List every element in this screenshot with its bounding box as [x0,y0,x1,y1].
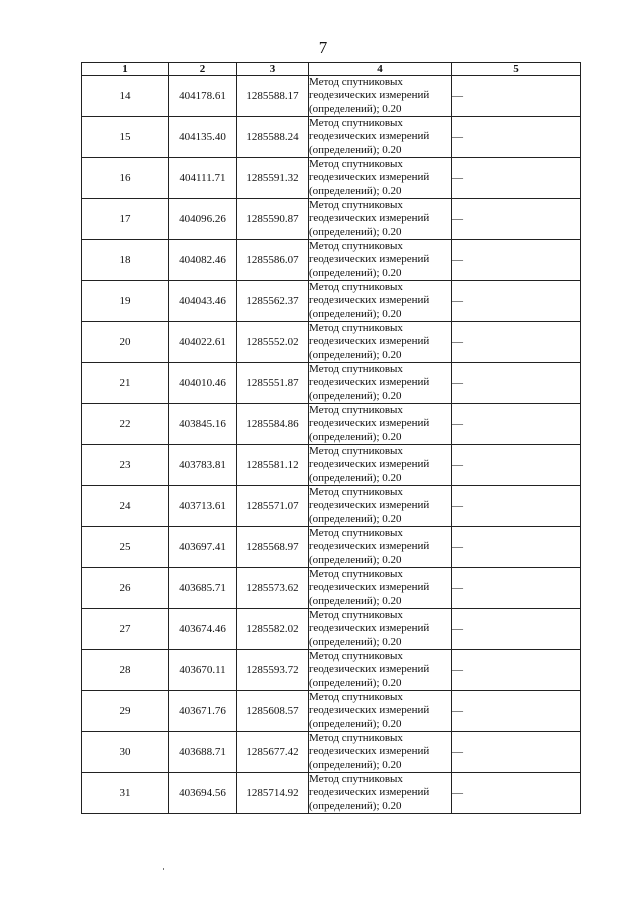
method-line-3: (определений); 0.20 [309,799,402,812]
coordinate-x: 404111.71 [169,158,237,199]
description-cell: — [452,199,581,240]
coordinate-x: 403685.71 [169,568,237,609]
description-cell: — [452,404,581,445]
method-cell [309,609,452,650]
method-line-3: (определений); 0.20 [309,471,402,484]
table-header-row [82,63,581,76]
description-cell: — [452,281,581,322]
method-line-2: геодезических измерений [309,294,430,307]
method-line-1: Метод спутниковых [309,76,403,89]
coordinate-y: 1285608.57 [237,691,309,732]
coordinate-y: 1285591.32 [237,158,309,199]
table-row [82,486,581,527]
method-line-3: (определений); 0.20 [309,389,402,402]
method-line-1: Метод спутниковых [309,486,403,499]
method-cell [309,281,452,322]
coordinate-x: 403671.76 [169,691,237,732]
method-cell [309,117,452,158]
coordinate-y: 1285562.37 [237,281,309,322]
table-row [82,568,581,609]
table-row [82,773,581,814]
coordinate-x: 403697.41 [169,527,237,568]
method-cell [309,76,452,117]
point-number: 18 [82,240,169,281]
coordinate-y: 1285714.92 [237,773,309,814]
table-row [82,76,581,117]
point-number: 17 [82,199,169,240]
point-number: 30 [82,732,169,773]
point-number: 14 [82,76,169,117]
point-number: 24 [82,486,169,527]
method-line-2: геодезических измерений [309,622,430,635]
method-line-2: геодезических измерений [309,458,430,471]
method-cell [309,527,452,568]
method-line-2: геодезических измерений [309,89,430,102]
method-cell [309,363,452,404]
table-row [82,240,581,281]
description-cell: — [452,76,581,117]
method-line-1: Метод спутниковых [309,445,403,458]
method-line-1: Метод спутниковых [309,363,403,376]
coordinate-y: 1285571.07 [237,486,309,527]
coordinate-y: 1285588.24 [237,117,309,158]
method-line-1: Метод спутниковых [309,609,403,622]
description-cell: — [452,445,581,486]
description-cell: — [452,650,581,691]
coordinate-x: 403713.61 [169,486,237,527]
method-cell [309,404,452,445]
coordinate-y: 1285677.42 [237,732,309,773]
table-row [82,158,581,199]
method-line-1: Метод спутниковых [309,691,403,704]
method-cell [309,650,452,691]
coordinate-x: 403688.71 [169,732,237,773]
point-number: 23 [82,445,169,486]
table-row [82,117,581,158]
method-line-2: геодезических измерений [309,704,430,717]
method-line-2: геодезических измерений [309,499,430,512]
header-col-2: 2 [169,63,237,76]
method-line-3: (определений); 0.20 [309,102,402,115]
method-line-3: (определений); 0.20 [309,143,402,156]
description-cell: — [452,609,581,650]
table-row [82,363,581,404]
method-cell [309,445,452,486]
description-cell: — [452,527,581,568]
table-row [82,199,581,240]
description-cell: — [452,773,581,814]
coordinate-x: 404096.26 [169,199,237,240]
method-line-1: Метод спутниковых [309,568,403,581]
coordinate-y: 1285582.02 [237,609,309,650]
point-number: 16 [82,158,169,199]
method-line-3: (определений); 0.20 [309,594,402,607]
table-row [82,445,581,486]
method-line-3: (определений); 0.20 [309,266,402,279]
method-line-1: Метод спутниковых [309,322,403,335]
method-line-2: геодезических измерений [309,253,430,266]
coordinate-y: 1285593.72 [237,650,309,691]
coordinate-x: 403783.81 [169,445,237,486]
method-line-1: Метод спутниковых [309,732,403,745]
point-number: 25 [82,527,169,568]
method-line-2: геодезических измерений [309,786,430,799]
coordinate-x: 403845.16 [169,404,237,445]
method-line-1: Метод спутниковых [309,773,403,786]
method-line-1: Метод спутниковых [309,199,403,212]
coordinate-x: 404082.46 [169,240,237,281]
method-cell [309,158,452,199]
coordinate-x: 404135.40 [169,117,237,158]
description-cell: — [452,363,581,404]
description-cell: — [452,322,581,363]
point-number: 31 [82,773,169,814]
description-cell: — [452,117,581,158]
point-number: 15 [82,117,169,158]
coordinate-x: 403694.56 [169,773,237,814]
point-number: 20 [82,322,169,363]
method-cell [309,691,452,732]
method-line-2: геодезических измерений [309,663,430,676]
page-number: 7 [318,38,328,57]
coordinate-y: 1285590.87 [237,199,309,240]
method-line-2: геодезических измерений [309,335,430,348]
point-number: 19 [82,281,169,322]
method-line-2: геодезических измерений [309,417,430,430]
table-body [82,76,581,814]
point-number: 26 [82,568,169,609]
coordinate-y: 1285552.02 [237,322,309,363]
table-row [82,527,581,568]
table-row [82,650,581,691]
method-line-2: геодезических измерений [309,130,430,143]
coordinates-table [81,62,581,814]
method-line-2: геодезических измерений [309,581,430,594]
coordinate-x: 403670.11 [169,650,237,691]
method-cell [309,322,452,363]
description-cell: — [452,732,581,773]
method-cell [309,773,452,814]
method-line-1: Метод спутниковых [309,281,403,294]
coordinate-x: 404178.61 [169,76,237,117]
table-row [82,732,581,773]
description-cell: — [452,568,581,609]
method-line-1: Метод спутниковых [309,240,403,253]
coordinate-y: 1285551.87 [237,363,309,404]
method-cell [309,486,452,527]
coordinate-y: 1285586.07 [237,240,309,281]
coordinate-x: 403674.46 [169,609,237,650]
coordinate-y: 1285584.86 [237,404,309,445]
description-cell: — [452,486,581,527]
header-col-3: 3 [237,63,309,76]
table-row [82,404,581,445]
table-row [82,322,581,363]
method-line-1: Метод спутниковых [309,158,403,171]
method-line-1: Метод спутниковых [309,527,403,540]
header-col-4: 4 [309,63,452,76]
method-line-1: Метод спутниковых [309,650,403,663]
header-col-5: 5 [452,63,581,76]
method-line-2: геодезических измерений [309,212,430,225]
point-number: 29 [82,691,169,732]
table-row [82,609,581,650]
method-line-1: Метод спутниковых [309,117,403,130]
method-line-1: Метод спутниковых [309,404,403,417]
point-number: 27 [82,609,169,650]
method-line-3: (определений); 0.20 [309,225,402,238]
point-number: 21 [82,363,169,404]
method-cell [309,240,452,281]
coordinate-x: 404010.46 [169,363,237,404]
scan-artifact-dot [163,868,164,870]
method-line-2: геодезических измерений [309,745,430,758]
coordinate-y: 1285581.12 [237,445,309,486]
method-line-3: (определений); 0.20 [309,307,402,320]
table-row [82,691,581,732]
table-row [82,281,581,322]
method-line-2: геодезических измерений [309,171,430,184]
coordinate-y: 1285568.97 [237,527,309,568]
method-cell [309,732,452,773]
method-line-3: (определений); 0.20 [309,717,402,730]
method-line-3: (определений); 0.20 [309,512,402,525]
method-line-3: (определений); 0.20 [309,676,402,689]
description-cell: — [452,158,581,199]
coordinate-y: 1285588.17 [237,76,309,117]
method-line-3: (определений); 0.20 [309,635,402,648]
point-number: 22 [82,404,169,445]
header-col-1: 1 [82,63,169,76]
method-cell [309,199,452,240]
method-line-3: (определений); 0.20 [309,553,402,566]
coordinate-y: 1285573.62 [237,568,309,609]
coordinate-x: 404022.61 [169,322,237,363]
method-line-3: (определений); 0.20 [309,430,402,443]
method-cell [309,568,452,609]
method-line-3: (определений); 0.20 [309,184,402,197]
method-line-3: (определений); 0.20 [309,348,402,361]
point-number: 28 [82,650,169,691]
method-line-2: геодезических измерений [309,540,430,553]
coordinate-x: 404043.46 [169,281,237,322]
method-line-3: (определений); 0.20 [309,758,402,771]
method-line-2: геодезических измерений [309,376,430,389]
description-cell: — [452,691,581,732]
description-cell: — [452,240,581,281]
